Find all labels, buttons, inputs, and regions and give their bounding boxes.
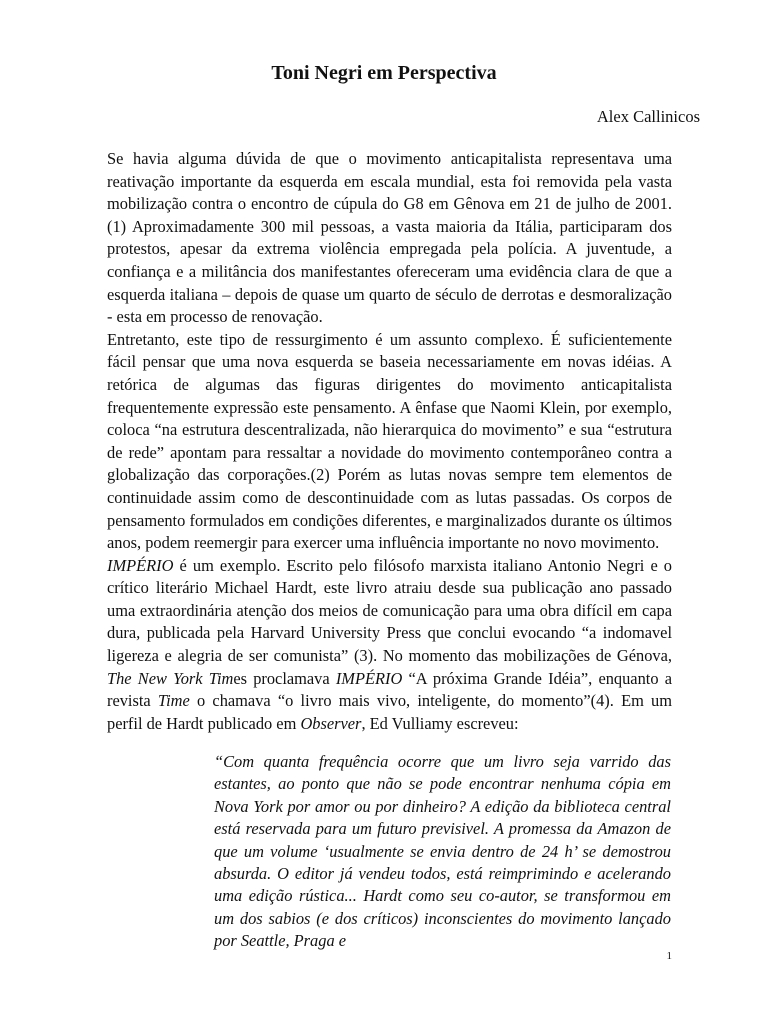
book-title-imperio: IMPÉRIO xyxy=(107,555,174,575)
paragraph-3 xyxy=(107,555,672,736)
page-number: 1 xyxy=(666,950,672,962)
body-text xyxy=(107,148,672,735)
block-quote: “Com quanta frequência ocorre que um livro seja varrido das estantes, ao ponto que não se pode encontrar nenhuma cópia em Nova York por amor ou por dinheiro? A edição da biblioteca central está reservada para um futuro previsivel. A promessa da Amazon de que um volume ‘usualmente se envia dentro de 24 h’ se demostrou absurda. O editor já vendeu todos, está reimprimindo e acelerando uma edição rústica... Hardt como seu co-autor, se transformou em um dos sabios (e dos críticos) inconscientes do movimento lançado por Seattle, Praga e xyxy=(214,752,671,951)
paragraph-3-text: o chamava “o livro mais vivo, inteligente, do momento”(4). Em um perfil de Hardt publicado em xyxy=(107,691,672,733)
paragraph-3-text: “A próxima Grande Idéia”, enquanto a revista xyxy=(107,668,672,711)
paragraph-3-text: es proclamava xyxy=(233,668,336,688)
paragraph-1: Se havia alguma dúvida de que o movimento anticapitalista representava uma reativação importante da esquerda em escala mundial, esta foi removida pela vasta mobilização contra o encontro de cúpula do G8 em Gênova em 21 de julho de 2001.(1) Aproximadamente 300 mil pessoas, a vasta maioria da Itália, participaram dos protestos, apesar da extrema violência empregada pela polícia. A juventude, a confiança e a militância dos manifestantes ofereceram uma evidência clara de que a esquerda italiana – depois de quase um quarto de século de derrotas e desmoralização - esta em processo de renovação. xyxy=(107,149,672,327)
paragraph-3-text: é um exemplo. Escrito pelo filósofo marxista italiano Antonio Negri e o crítico literário Michael Hardt, este livro atraiu desde sua publicação ano passado uma extraordinária atenção dos meios de comunicação para uma obra difícil em capa dura, publicada pela Harvard University Press que conclui evocando “a indomavel ligereza e alegria de ser comunista” (3). No momento das mobilizações de Génova, xyxy=(107,555,672,666)
magazine-title: Time xyxy=(157,691,190,711)
author-name: Alex Callinicos xyxy=(596,107,700,126)
newspaper-title-observer: Observer xyxy=(300,713,362,733)
paragraph-2: Entretanto, este tipo de ressurgimento é um assunto complexo. É suficientemente fácil pensar que uma nova esquerda se baseia necessariamente em novas idéias. A retórica de algumas das figuras dirigentes do movimento anticapitalista frequentemente expressão este pensamento. A ênfase que Naomi Klein, por exemplo, coloca “na estrutura descentralizada, não hierarquica do movimento” e sua “estrutura de rede” apontam para ressaltar a novidade do movimento contemporâneo contra a globalização das corporações.(2) Porém as lutas novas sempre tem elementos de continuidade assim como de descontinuidade com as lutas passadas. Os corpos de pensamento formulados em condições diferentes, e marginalizados durante os últimos anos, podem reemergir para exercer uma influência importante no novo movimento. xyxy=(107,329,672,553)
book-title-imperio: IMPÉRIO xyxy=(335,668,403,688)
newspaper-title: The New York Tim xyxy=(107,668,234,688)
document-title: Toni Negri em Perspectiva xyxy=(271,62,497,84)
paragraph-3-text: , Ed Vulliamy escreveu: xyxy=(361,713,519,733)
